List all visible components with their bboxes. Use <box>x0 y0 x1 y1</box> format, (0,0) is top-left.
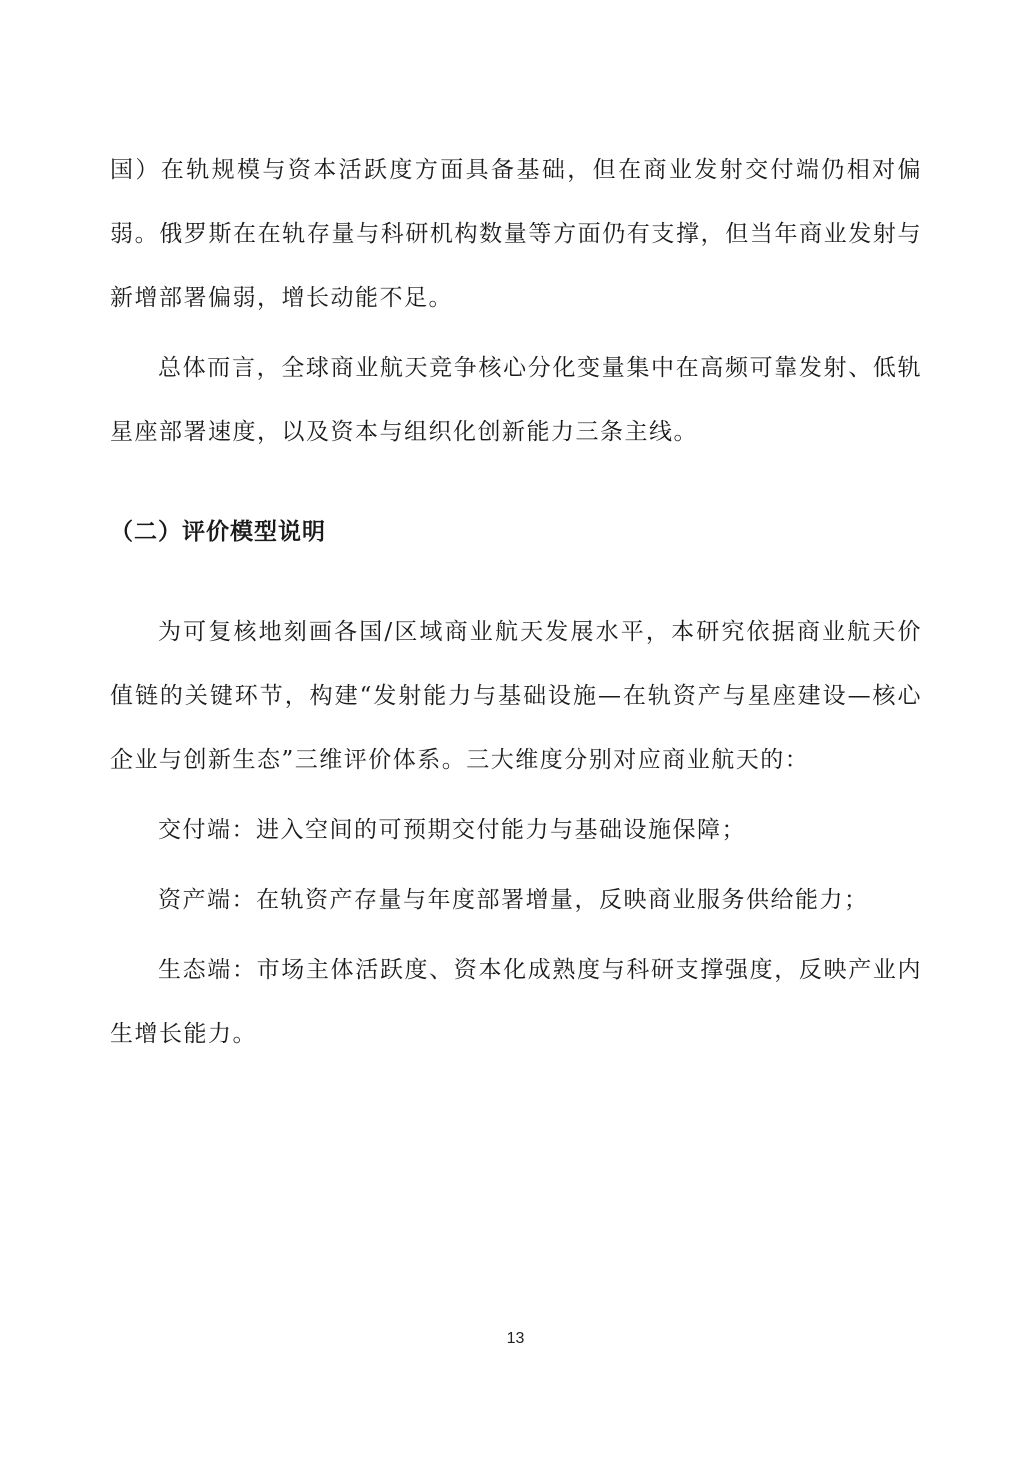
section-heading: （二）评价模型说明 <box>110 519 326 545</box>
paragraph-ecosystem-end: 生态端：市场主体活跃度、资本化成熟度与科研支撑强度，反映产业内生增长能力。 <box>110 957 922 1047</box>
paragraph-summary: 总体而言，全球商业航天竞争核心分化变量集中在高频可靠发射、低轨星座部署速度，以及资本与组织化创新能力三条主线。 <box>110 355 922 445</box>
page-number: 13 <box>506 1330 525 1347</box>
paragraph-delivery-end: 交付端：进入空间的可预期交付能力与基础设施保障； <box>158 817 746 843</box>
paragraph-asset-end: 资产端：在轨资产存量与年度部署增量，反映商业服务供给能力； <box>158 887 869 913</box>
paragraph-continued: 国）在轨规模与资本活跃度方面具备基础，但在商业发射交付端仍相对偏弱。俄罗斯在在轨存量与科研机构数量等方面仍有支撑，但当年商业发射与新增部署偏弱，增长动能不足。 <box>110 157 922 311</box>
paragraph-model-intro: 为可复核地刻画各国/区域商业航天发展水平，本研究依据商业航天价值链的关键环节，构建“发射能力与基础设施—在轨资产与星座建设—核心企业与创新生态”三维评价体系。三大维度分别对应商业航天的： <box>110 619 922 773</box>
document-body <box>110 138 922 1066</box>
